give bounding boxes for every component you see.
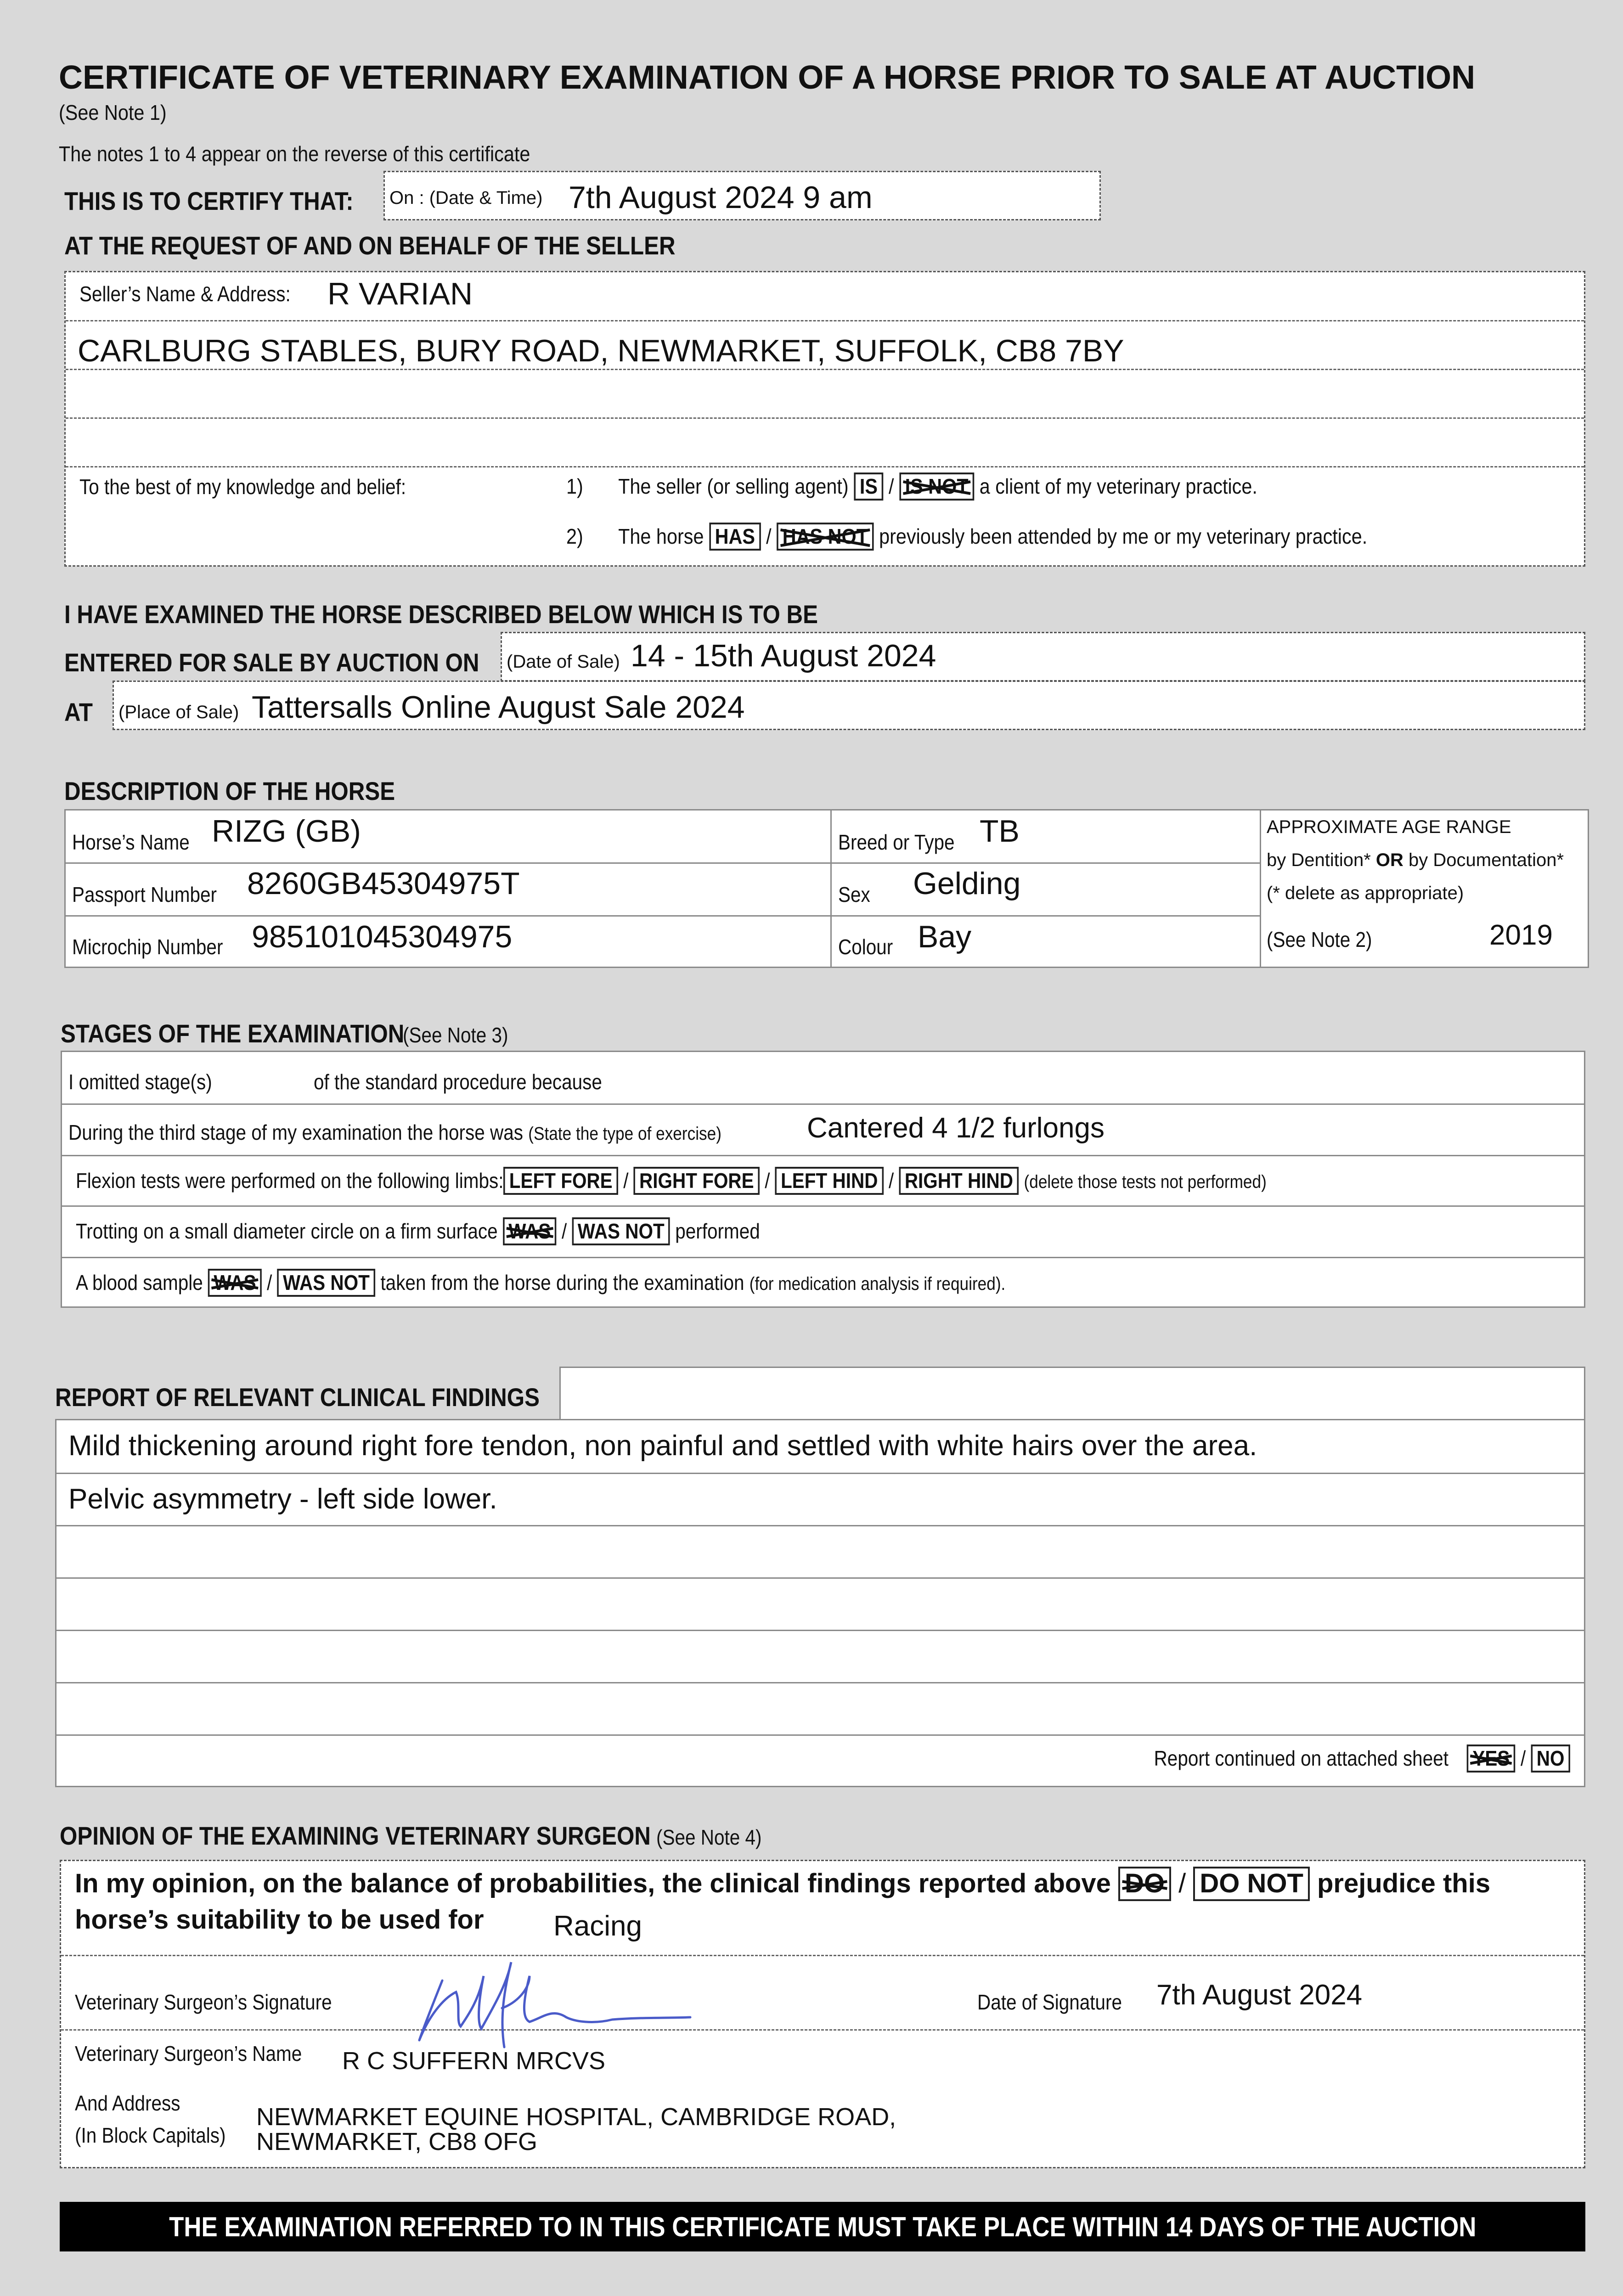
flex-right-fore-option[interactable]: RIGHT FORE xyxy=(634,1167,760,1195)
date-of-sale-label: (Date of Sale) xyxy=(507,652,620,672)
place-of-sale-label: (Place of Sale) xyxy=(118,702,239,722)
signature-label: Veterinary Surgeon’s Signature xyxy=(75,1990,332,2014)
horse-has-option[interactable]: HAS xyxy=(709,523,761,551)
third-stage-pre: During the third stage of my examination the horse was xyxy=(68,1120,524,1144)
sex-value[interactable]: Gelding xyxy=(913,866,1021,901)
statement-2-number: 2) xyxy=(566,524,583,548)
opinion-heading: OPINION OF THE EXAMINING VETERINARY SURGEON (See Note 4) xyxy=(60,1821,762,1850)
description-table xyxy=(64,809,1589,968)
opinion-box xyxy=(60,1860,1585,2168)
seller-box xyxy=(64,271,1585,567)
address-line-1[interactable]: NEWMARKET EQUINE HOSPITAL, CAMBRIDGE ROAD, xyxy=(256,2103,896,2131)
trot-sep: / xyxy=(561,1219,567,1243)
microchip-value[interactable]: 985101045304975 xyxy=(252,919,513,954)
address-label-2: (In Block Capitals) xyxy=(75,2123,226,2147)
flex-left-hind-option[interactable]: LEFT HIND xyxy=(775,1167,884,1195)
sex-label: Sex xyxy=(838,883,870,906)
continued-sep: / xyxy=(1521,1746,1526,1770)
seller-statement-2 xyxy=(566,523,1367,551)
date-of-sale-box[interactable] xyxy=(501,632,1585,681)
trot-post: performed xyxy=(675,1219,760,1243)
age-by-line xyxy=(1267,850,1564,871)
flex-sep-3: / xyxy=(889,1169,894,1193)
statement-2-separator: / xyxy=(766,524,772,548)
blood-pre: A blood sample xyxy=(76,1271,203,1294)
statement-1-separator: / xyxy=(889,474,894,498)
blood-row xyxy=(76,1269,1005,1297)
seller-name-label: Seller’s Name & Address: xyxy=(79,282,291,306)
footer-banner xyxy=(60,2202,1585,2251)
certificate-title: CERTIFICATE OF VETERINARY EXAMINATION OF A HORSE PRIOR TO SALE AT AUCTION xyxy=(59,59,1476,96)
report-continued xyxy=(1154,1745,1570,1773)
report-heading-box xyxy=(559,1367,1585,1420)
see-note-1: (See Note 1) xyxy=(59,101,167,124)
certify-date-box[interactable] xyxy=(383,171,1101,220)
third-stage-value[interactable]: Cantered 4 1/2 furlongs xyxy=(807,1112,1105,1144)
on-date-label: On : (Date & Time) xyxy=(389,188,543,208)
third-stage-small: (State the type of exercise) xyxy=(528,1124,721,1144)
opinion-line-2: horse’s suitability to be used for xyxy=(75,1905,484,1935)
trot-was-option[interactable]: WAS xyxy=(503,1217,557,1245)
trot-was-not-option[interactable]: WAS NOT xyxy=(572,1217,670,1245)
certify-label: THIS IS TO CERTIFY THAT: xyxy=(64,186,354,215)
passport-label: Passport Number xyxy=(72,883,217,906)
examined-line-2: ENTERED FOR SALE BY AUCTION ON xyxy=(64,648,479,677)
examined-line-1: I HAVE EXAMINED THE HORSE DESCRIBED BELOW WHICH IS TO BE xyxy=(64,600,818,629)
blood-post: taken from the horse during the examination xyxy=(380,1271,744,1294)
flex-sep-2: / xyxy=(765,1169,770,1193)
at-label: AT xyxy=(64,698,93,726)
footer-text: THE EXAMINATION REFERRED TO IN THIS CERTIFICATE MUST TAKE PLACE WITHIN 14 DAYS OF THE AUCTION xyxy=(169,2211,1476,2242)
seller-name[interactable]: R VARIAN xyxy=(327,276,473,311)
flex-left-fore-option[interactable]: LEFT FORE xyxy=(503,1167,618,1195)
trot-pre: Trotting on a small diameter circle on a firm surface xyxy=(76,1219,498,1243)
age-by-dentition[interactable]: by Dentition* xyxy=(1267,850,1371,870)
notes-text: The notes 1 to 4 appear on the reverse of this certificate xyxy=(59,142,530,166)
age-see-note-2: (See Note 2) xyxy=(1267,928,1372,951)
opinion-do-not-option[interactable]: DO NOT xyxy=(1193,1867,1310,1901)
address-line-2[interactable]: NEWMARKET, CB8 OFG xyxy=(256,2128,538,2155)
trot-row xyxy=(76,1217,760,1245)
flexion-pre: Flexion tests were performed on the following limbs: xyxy=(76,1169,504,1193)
statement-2-pre: The horse xyxy=(618,524,704,548)
flex-right-hind-option[interactable]: RIGHT HIND xyxy=(899,1167,1019,1195)
report-lines xyxy=(55,1419,1585,1787)
date-of-sale-value: 14 - 15th August 2024 xyxy=(631,638,936,673)
flexion-row xyxy=(76,1167,1267,1195)
microchip-label: Microchip Number xyxy=(72,935,223,959)
age-heading: APPROXIMATE AGE RANGE xyxy=(1267,817,1511,837)
intended-use-value[interactable]: Racing xyxy=(553,1910,642,1942)
request-heading: AT THE REQUEST OF AND ON BEHALF OF THE SELLER xyxy=(64,231,676,260)
breed-label: Breed or Type xyxy=(838,830,955,854)
belief-label: To the best of my knowledge and belief: xyxy=(79,475,406,499)
breed-value[interactable]: TB xyxy=(980,814,1020,849)
seller-address[interactable]: CARLBURG STABLES, BURY ROAD, NEWMARKET, SUFFOLK, CB8 7BY xyxy=(78,333,1124,368)
flexion-post: (delete those tests not performed) xyxy=(1024,1172,1267,1192)
surgeon-name-label: Veterinary Surgeon’s Name xyxy=(75,2042,302,2065)
horse-has-not-option[interactable]: HAS NOT xyxy=(777,523,874,551)
date-of-signature-value[interactable]: 7th August 2024 xyxy=(1156,1979,1363,2011)
client-is-option[interactable]: IS xyxy=(854,473,883,501)
statement-1-number: 1) xyxy=(566,474,583,498)
report-line-2[interactable]: Pelvic asymmetry - left side lower. xyxy=(68,1483,497,1515)
client-is-not-option[interactable]: IS NOT xyxy=(899,473,974,501)
continued-label: Report continued on attached sheet xyxy=(1154,1746,1449,1770)
colour-label: Colour xyxy=(838,935,893,959)
report-heading: REPORT OF RELEVANT CLINICAL FINDINGS xyxy=(55,1383,540,1412)
description-heading: DESCRIPTION OF THE HORSE xyxy=(64,777,395,805)
opinion-statement xyxy=(75,1867,1490,1901)
place-of-sale-box[interactable] xyxy=(113,681,1585,730)
on-date-value: 7th August 2024 9 am xyxy=(569,180,873,215)
surgeon-name-value[interactable]: R C SUFFERN MRCVS xyxy=(342,2047,606,2075)
statement-2-post: previously been attended by me or my veterinary practice. xyxy=(879,524,1368,548)
omitted-post: of the standard procedure because xyxy=(314,1070,602,1094)
blood-was-option[interactable]: WAS xyxy=(208,1269,262,1297)
omitted-pre: I omitted stage(s) xyxy=(68,1070,212,1094)
third-stage-row xyxy=(68,1120,721,1145)
statement-1-pre: The seller (or selling agent) xyxy=(618,474,849,498)
age-value[interactable]: 2019 xyxy=(1489,919,1553,951)
age-delete-note: (* delete as appropriate) xyxy=(1267,883,1464,903)
age-or: OR xyxy=(1375,850,1403,870)
stages-table xyxy=(61,1051,1585,1308)
stages-see-note-3: (See Note 3) xyxy=(402,1023,508,1047)
statement-1-post: a client of my veterinary practice. xyxy=(979,474,1257,498)
opinion-see-note-4: (See Note 4) xyxy=(656,1825,762,1849)
blood-was-not-option[interactable]: WAS NOT xyxy=(277,1269,376,1297)
seller-statement-1 xyxy=(566,473,1257,501)
date-of-signature-label: Date of Signature xyxy=(977,1990,1122,2014)
address-label-1: And Address xyxy=(75,2091,180,2115)
blood-sep: / xyxy=(267,1271,272,1294)
blood-small: (for medication analysis if required). xyxy=(749,1274,1006,1294)
continued-no-option[interactable]: NO xyxy=(1531,1745,1570,1773)
opinion-text-pre: In my opinion, on the balance of probabilities, the clinical findings reported above xyxy=(75,1868,1111,1898)
age-by-documentation[interactable]: by Documentation* xyxy=(1409,850,1564,870)
stages-heading: STAGES OF THE EXAMINATION (See Note 3) xyxy=(61,1019,508,1048)
opinion-do-option[interactable]: DO xyxy=(1118,1867,1171,1901)
horse-name-value[interactable]: RIZG (GB) xyxy=(212,814,361,849)
signature-image xyxy=(392,1948,704,2054)
report-line-1[interactable]: Mild thickening around right fore tendon, non painful and settled with white hairs over the area. xyxy=(68,1430,1257,1462)
horse-name-label: Horse’s Name xyxy=(72,830,190,854)
place-of-sale-value: Tattersalls Online August Sale 2024 xyxy=(252,690,745,725)
opinion-text-post: prejudice this xyxy=(1317,1868,1491,1898)
colour-value[interactable]: Bay xyxy=(918,919,972,954)
passport-value[interactable]: 8260GB45304975T xyxy=(247,866,520,901)
opinion-sep: / xyxy=(1178,1868,1186,1898)
continued-yes-option[interactable]: YES xyxy=(1467,1745,1516,1773)
flex-sep-1: / xyxy=(623,1169,629,1193)
